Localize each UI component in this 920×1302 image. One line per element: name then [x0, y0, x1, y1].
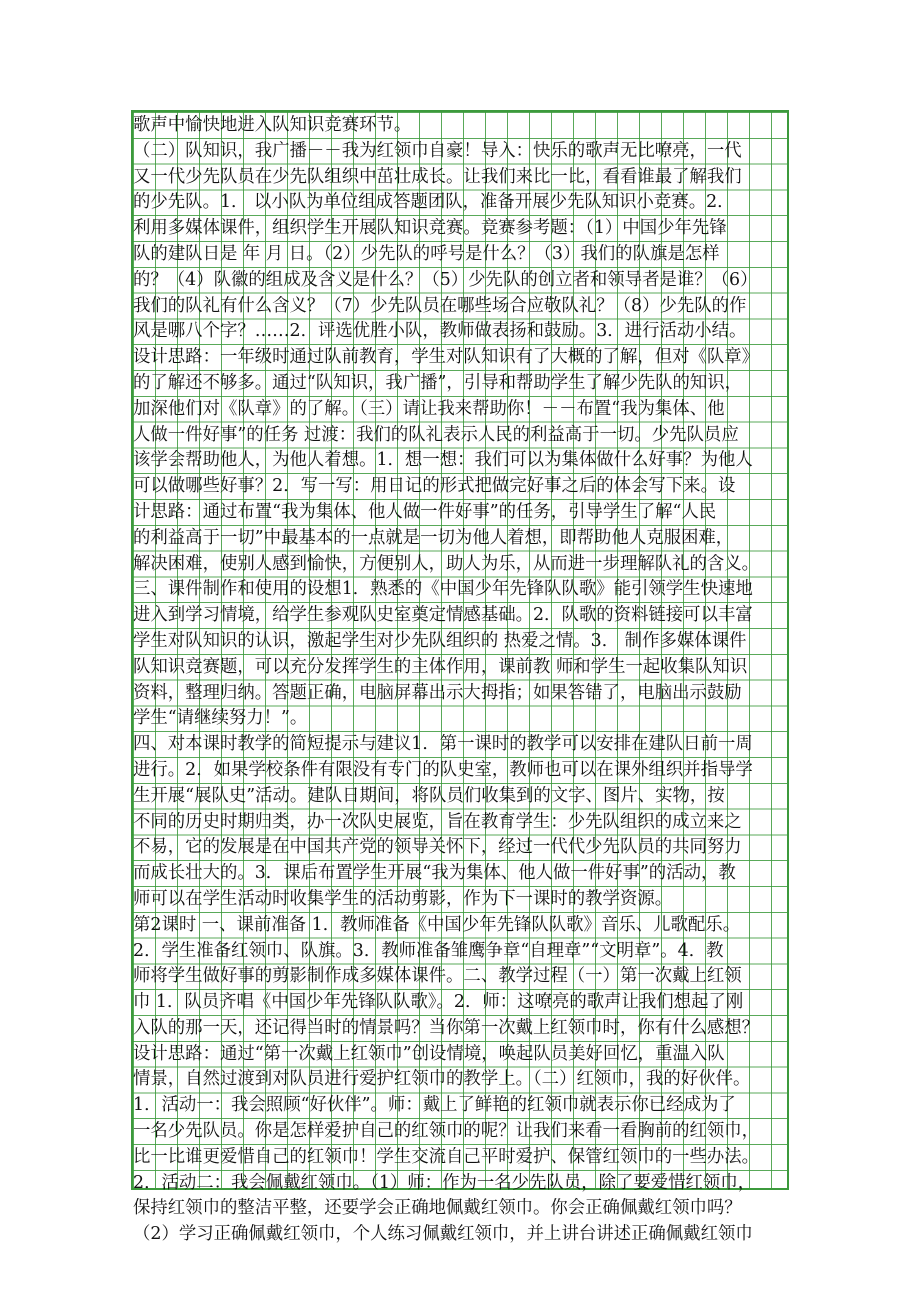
document-body-text [133, 113, 789, 1248]
text-line: 2．学生准备红领巾、队旗。3．教师准备雏鹰争章“自理章”“文明章”。4．教 [133, 940, 724, 961]
text-line: 又一代少先队员在少先队组织中茁壮成长。让我们来比一比，看看谁最了解我们 [133, 166, 742, 187]
text-line: 进行。2．如果学校条件有限没有专门的队史室，教师也可以在课外组织并指导学 [133, 759, 753, 780]
text-line: 歌声中愉快地进入队知识竞赛环节。 [133, 115, 412, 135]
text-line: 利用多媒体课件，组织学生开展队知识竞赛。竞赛参考题：（1）中国少年先锋 [133, 218, 727, 239]
text-line: 第2课时 一、课前准备 1．教师准备《中国少年先锋队队歌》音乐、儿歌配乐。 [133, 914, 741, 935]
text-line: 设计思路：通过“第一次戴上红领巾”创设情境，唤起队员美好回忆，重温入队 [133, 1043, 725, 1064]
text-line: 设计思路：一年级时通过队前教育，学生对队知识有了大概的了解，但对《队章》 [133, 347, 760, 368]
text-line: 2．活动二：我会佩戴红领巾。（1）师：作为一名少先队员，除了要爱惜红领巾， [133, 1172, 756, 1193]
text-line: 保持红领巾的整洁平整，还要学会正确地佩戴红领巾。你会正确佩戴红领巾吗？ [133, 1198, 742, 1219]
text-line: 的了解还不够多。通过“队知识，我广播”，引导和帮助学生了解少先队的知识， [133, 372, 743, 393]
text-line: 学生“请继续努力！”。 [133, 708, 308, 729]
text-line: 可以做哪些好事？2．写一写：用日记的形式把做完好事之后的体会写下来。设 [133, 476, 736, 497]
text-line: 计思路：通过布置“我为集体、他人做一件好事”的任务，引导学生了解“人民 [133, 501, 717, 522]
text-line: （2）学习正确佩戴红领巾，个人练习佩戴红领巾，并上讲台讲述正确佩戴红领巾 [133, 1224, 753, 1245]
text-line: 而成长壮大的。3．课后布置学生开展“我为集体、他人做一件好事”的活动，教 [133, 863, 736, 884]
text-line: 生开展“展队史”活动。建队日期间，将队员们收集到的文字、图片、实物，按 [133, 785, 725, 806]
text-line: 资料，整理归纳。答题正确，电脑屏幕出示大拇指；如果答错了，电脑出示鼓励 [133, 682, 742, 703]
text-line: 不易，它的发展是在中国共产党的领导关怀下，经过一代代少先队员的共同努力 [133, 837, 742, 858]
text-line: 巾 1．队员齐唱《中国少年先锋队队歌》。2．师：这嘹亮的歌声让我们想起了刚 [133, 992, 744, 1013]
text-line: 的？（4）队徽的组成及含义是什么？（5）少先队的创立者和领导者是谁？（6） [133, 269, 758, 290]
text-line: （二）队知识，我广播－－我为红领巾自豪！导入：快乐的歌声无比嘹亮，一代 [133, 140, 742, 161]
text-line: 队的建队日是 年 月 日。（2）少先队的呼号是什么？（3）我们的队旗是怎样 [133, 243, 720, 264]
text-line: 学生对队知识的认识，激起学生对少先队组织的 热爱之情。3． 制作多媒体课件 [133, 630, 747, 651]
text-line: 师可以在学生活动时收集学生的活动剪影，作为下一课时的教学资源。 [133, 888, 673, 909]
text-line: 的利益高于一切”中最基本的一点就是一切为他人着想，即帮助他人克服困难， [133, 527, 734, 548]
text-line: 四、对本课时教学的简短提示与建议1．第一课时的教学可以安排在建队日前一周 [133, 734, 753, 755]
text-line: 人做一件好事”的任务 过渡：我们的队礼表示人民的利益高于一切。少先队员应 [133, 424, 739, 445]
text-line: 一名少先队员。你是怎样爱护自己的红领巾的呢？让我们来看一看胸前的红领巾， [133, 1121, 760, 1142]
text-line: 风是哪八个字？……2．评选优胜小队，教师做表扬和鼓励。3．进行活动小结。 [133, 321, 747, 342]
text-line: 1．活动一：我会照顾“好伙伴”。师：戴上了鲜艳的红领巾就表示你已经成为了 [133, 1095, 736, 1116]
text-line: 进入到学习情境，给学生参观队史室奠定情感基础。2．队歌的资料链接可以丰富 [133, 605, 753, 626]
text-line: 加深他们对《队章》的了解。（三）请让我来帮助你！－－布置“我为集体、他 [133, 398, 725, 419]
text-line: 队知识竞赛题，可以充分发挥学生的主体作用，课前教 师和学生一起收集队知识 [133, 656, 748, 677]
text-line: 的少先队。1． 以小队为单位组成答题团队，准备开展少先队知识小竞赛。2． [133, 192, 735, 213]
text-line: 三、课件制作和使用的设想1．熟悉的《中国少年先锋队队歌》能引领学生快速地 [133, 579, 753, 600]
text-line: 入队的那一天，还记得当时的情景吗？当你第一次戴上红领巾时，你有什么感想？ [133, 1017, 760, 1038]
text-line: 师将学生做好事的剪影制作成多媒体课件。二、教学过程（一）第一次戴上红领 [133, 966, 742, 987]
text-line: 情景，自然过渡到对队员进行爱护红领巾的教学上。（二）红领巾，我的好伙伴。 [133, 1069, 751, 1090]
text-line: 我们的队礼有什么含义？（7）少先队员在哪些场合应敬队礼？（8）少先队的作 [133, 295, 747, 316]
text-line: 解决困难，使别人感到愉快，方便别人，助人为乐，从而进一步理解队礼的含义。 [133, 553, 760, 574]
text-line: 该学会帮助他人，为他人着想。1．想一想：我们可以为集体做什么好事？为他人 [133, 450, 753, 471]
text-line: 比一比谁更爱惜自己的红领巾！学生交流自己平时爱护、保管红领巾的一些办法。 [133, 1146, 760, 1167]
text-line: 不同的历史时期归类，办一次队史展览，旨在教育学生：少先队组织的成立来之 [133, 811, 742, 832]
